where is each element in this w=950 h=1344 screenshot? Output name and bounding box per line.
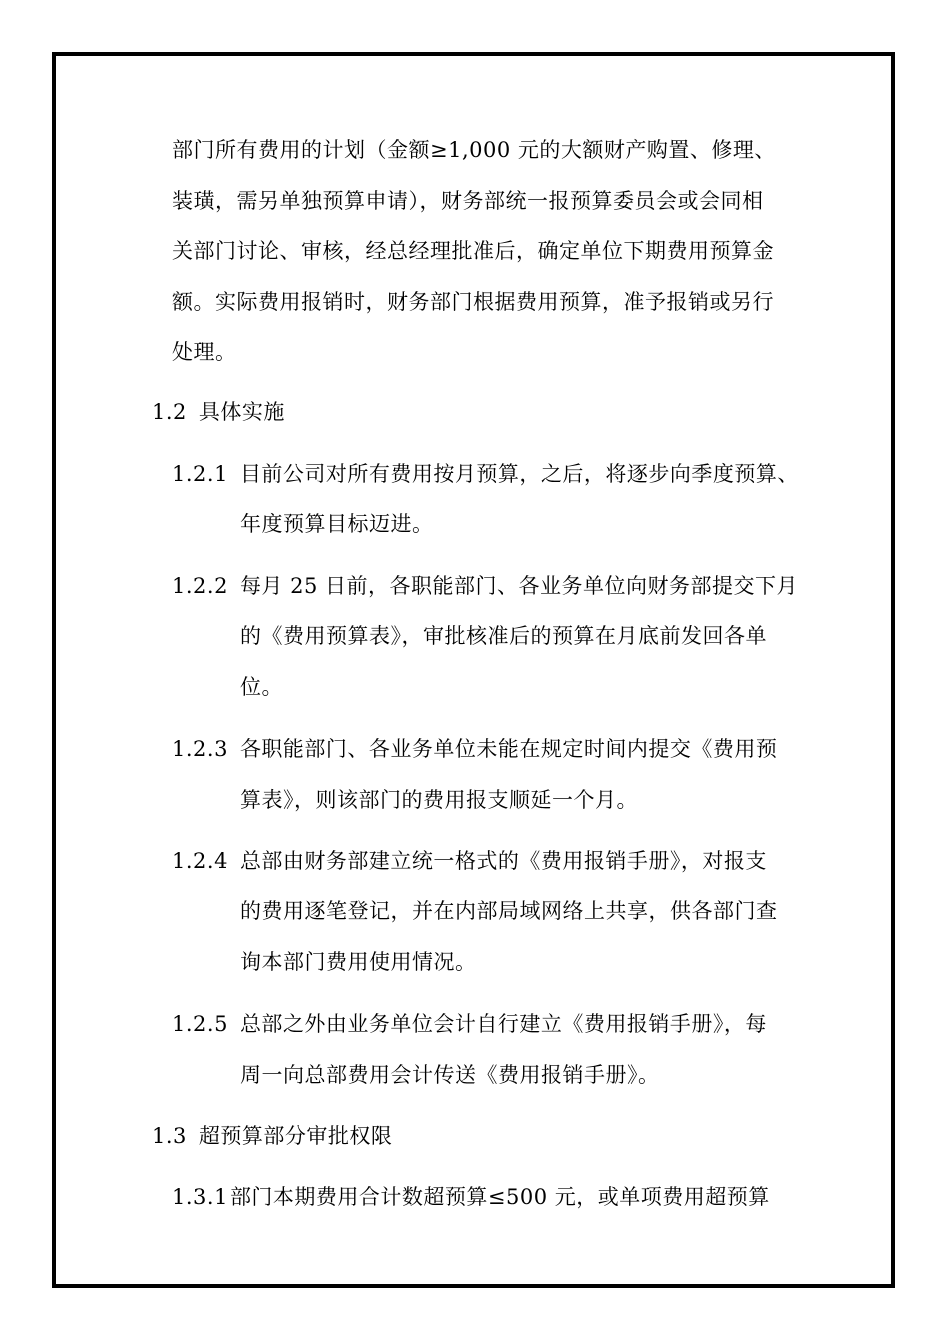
list-item — [172, 1183, 770, 1211]
section-title: 超预算部分审批权限 — [198, 1124, 393, 1148]
section-heading — [152, 398, 285, 426]
list-item — [172, 847, 767, 875]
item-text: 总部由财务部建立统一格式的《费用报销手册》，对报支 — [239, 849, 767, 873]
item-number: 1.3.1 — [172, 1185, 228, 1209]
item-text-continued: 询本部门费用使用情况。 — [240, 950, 477, 974]
item-number: 1.2.1 — [172, 462, 228, 486]
item-text-continued: 年度预算目标迈进。 — [240, 512, 434, 536]
paragraph-line: 额。实际费用报销时，财务部门根据费用预算，准予报销或另行 — [172, 290, 774, 314]
paragraph-line: 关部门讨论、审核，经总经理批准后，确定单位下期费用预算金 — [172, 239, 774, 263]
list-item — [172, 735, 777, 763]
section-title: 具体实施 — [198, 400, 285, 424]
list-item — [172, 460, 799, 488]
item-text-continued: 的费用逐笔登记，并在内部局域网络上共享，供各部门查 — [240, 899, 778, 923]
section-number: 1.3 — [152, 1124, 187, 1148]
item-text: 总部之外由业务单位会计自行建立《费用报销手册》，每 — [239, 1012, 767, 1036]
item-text-continued: 位。 — [240, 675, 283, 699]
item-number: 1.2.2 — [172, 574, 228, 598]
list-item — [172, 1010, 767, 1038]
paragraph-line: 部门所有费用的计划（金额≥1,000 元的大额财产购置、修理、 — [172, 138, 776, 162]
item-text-continued: 周一向总部费用会计传送《费用报销手册》。 — [240, 1063, 660, 1087]
item-text: 部门本期费用合计数超预算≤500 元，或单项费用超预算 — [229, 1185, 770, 1209]
item-number: 1.2.5 — [172, 1012, 228, 1036]
item-text: 每月 25 日前，各职能部门、各业务单位向财务部提交下月 — [239, 574, 799, 598]
paragraph-line: 处理。 — [172, 340, 237, 364]
list-item — [172, 572, 798, 600]
item-text: 目前公司对所有费用按月预算，之后，将逐步向季度预算、 — [239, 462, 799, 486]
section-number: 1.2 — [152, 400, 187, 424]
item-number: 1.2.4 — [172, 849, 228, 873]
item-text: 各职能部门、各业务单位未能在规定时间内提交《费用预 — [239, 737, 778, 761]
item-number: 1.2.3 — [172, 737, 228, 761]
section-heading — [152, 1122, 392, 1150]
item-text-continued: 的《费用预算表》，审批核准后的预算在月底前发回各单 — [240, 624, 767, 648]
item-text-continued: 算表》，则该部门的费用报支顺延一个月。 — [240, 788, 638, 812]
paragraph-line: 装璜，需另单独预算申请），财务部统一报预算委员会或会同相 — [172, 189, 764, 213]
